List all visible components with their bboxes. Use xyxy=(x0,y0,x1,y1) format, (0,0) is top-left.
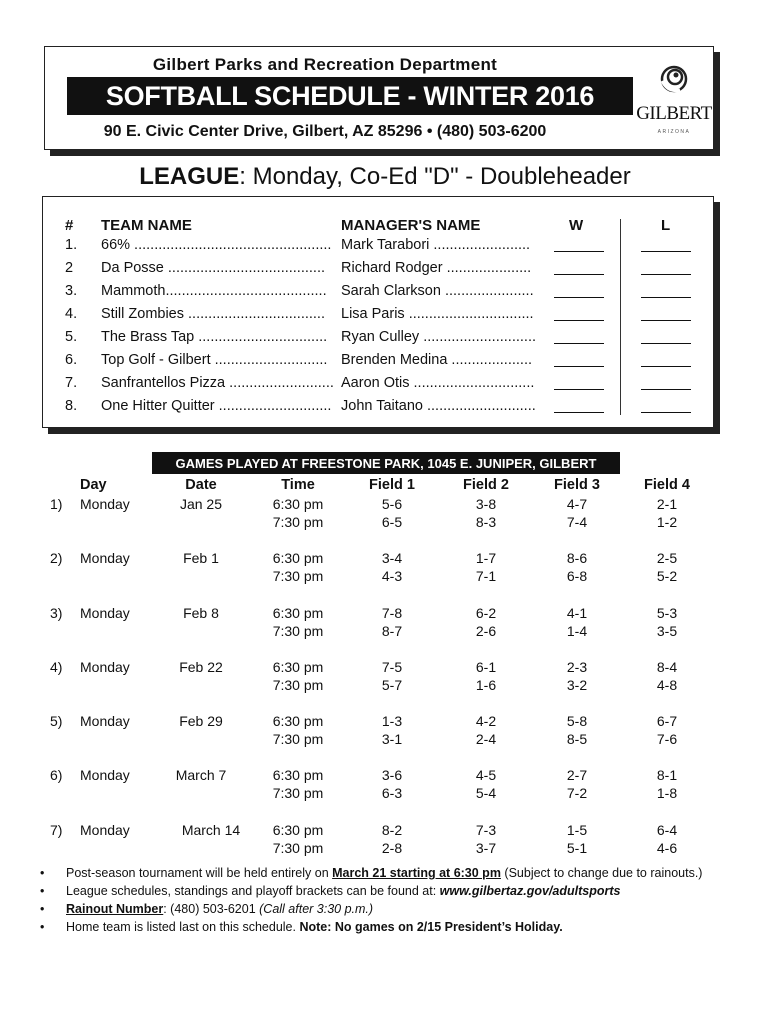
field3-game-2: 7-4 xyxy=(566,514,588,530)
notes-list xyxy=(40,864,760,936)
losses-blank xyxy=(641,306,691,321)
bullet: • xyxy=(40,884,45,898)
bullet: • xyxy=(40,902,45,916)
field2-game-1: 4-5 xyxy=(475,767,497,783)
field4-game-2: 1-2 xyxy=(656,514,678,530)
field3-game-1: 4-1 xyxy=(566,605,588,621)
field4-game-2: 4-8 xyxy=(656,677,678,693)
department-address: 90 E. Civic Center Drive, Gilbert, AZ 85296 • (480) 503-6200 xyxy=(103,123,547,140)
team-number: 1. xyxy=(65,237,78,253)
field3-game-1: 2-3 xyxy=(566,659,588,675)
col-header-field2: Field 2 xyxy=(463,477,509,493)
col-header-field1: Field 1 xyxy=(369,477,415,493)
field4-game-1: 2-5 xyxy=(656,550,678,566)
league-value: : Monday, Co-Ed "D" - Doubleheader xyxy=(239,163,631,190)
field4-game-2: 1-8 xyxy=(656,785,678,801)
logo-subtext: ARIZONA xyxy=(657,129,691,135)
note-text: : (480) 503-6201 xyxy=(163,902,260,916)
losses-blank xyxy=(641,329,691,344)
field3-game-2: 6-8 xyxy=(566,568,588,584)
game-number: 2) xyxy=(50,550,63,566)
holiday-note: Note: No games on 2/15 President’s Holiday. xyxy=(299,920,563,934)
note-text: Home team is listed last on this schedule. xyxy=(66,920,300,934)
manager-name: Aaron Otis .............................. xyxy=(341,375,535,391)
field4-game-1: 6-7 xyxy=(656,713,678,729)
field2-game-1: 7-3 xyxy=(475,822,497,838)
note-text: Post-season tournament will be held entirely on xyxy=(66,866,333,880)
game-time-1: 6:30 pm xyxy=(272,713,324,729)
field2-game-2: 2-4 xyxy=(475,731,497,747)
team-name: Top Golf - Gilbert ............................ xyxy=(101,352,328,368)
game-number: 3) xyxy=(50,605,63,621)
game-time-2: 7:30 pm xyxy=(272,785,324,801)
game-time-2: 7:30 pm xyxy=(272,623,324,639)
field1-game-1: 1-3 xyxy=(381,713,403,729)
field3-game-1: 5-8 xyxy=(566,713,588,729)
game-date: March 14 xyxy=(181,822,241,838)
field4-game-1: 8-1 xyxy=(656,767,678,783)
field1-game-2: 5-7 xyxy=(381,677,403,693)
game-date: Feb 29 xyxy=(179,713,223,729)
field1-game-2: 2-8 xyxy=(381,840,403,856)
game-day: Monday xyxy=(80,659,130,675)
losses-blank xyxy=(641,283,691,298)
team-row xyxy=(43,352,715,375)
game-number: 4) xyxy=(50,659,63,675)
wins-blank xyxy=(554,283,604,298)
col-header-field3: Field 3 xyxy=(554,477,600,493)
team-row xyxy=(43,283,715,306)
team-name: The Brass Tap ................................ xyxy=(101,329,328,345)
team-row xyxy=(43,260,715,283)
game-row xyxy=(0,712,770,752)
note-item xyxy=(40,918,760,936)
game-time-1: 6:30 pm xyxy=(272,550,324,566)
department-name: Gilbert Parks and Recreation Department xyxy=(152,55,498,74)
field3-game-2: 5-1 xyxy=(566,840,588,856)
tournament-date: March 21 starting at 6:30 pm xyxy=(332,866,501,880)
logo-swirl-icon xyxy=(635,57,713,101)
logo-text: GILBERT xyxy=(636,103,712,124)
league-label: LEAGUE xyxy=(139,163,240,190)
manager-name: John Taitano ........................... xyxy=(341,398,536,414)
header-box xyxy=(44,46,714,150)
team-row xyxy=(43,329,715,352)
col-header-team: TEAM NAME xyxy=(101,217,192,234)
team-name: Mammoth........................................ xyxy=(101,283,327,299)
col-header-date: Date xyxy=(185,477,217,493)
game-number: 6) xyxy=(50,767,63,783)
manager-name: Richard Rodger ..................... xyxy=(341,260,532,276)
field2-game-1: 4-2 xyxy=(475,713,497,729)
field2-game-2: 5-4 xyxy=(475,785,497,801)
game-day: Monday xyxy=(80,605,130,621)
wins-blank xyxy=(554,329,604,344)
team-row xyxy=(43,306,715,329)
game-time-2: 7:30 pm xyxy=(272,568,324,584)
manager-name: Brenden Medina .................... xyxy=(341,352,533,368)
field1-game-1: 5-6 xyxy=(381,496,403,512)
game-day: Monday xyxy=(80,550,130,566)
field2-game-2: 7-1 xyxy=(475,568,497,584)
field1-game-2: 6-5 xyxy=(381,514,403,530)
note-item xyxy=(40,900,760,918)
field4-game-1: 5-3 xyxy=(656,605,678,621)
field1-game-2: 8-7 xyxy=(381,623,403,639)
field3-game-1: 2-7 xyxy=(566,767,588,783)
game-day: Monday xyxy=(80,767,130,783)
game-time-2: 7:30 pm xyxy=(272,840,324,856)
field2-game-2: 8-3 xyxy=(475,514,497,530)
game-day: Monday xyxy=(80,713,130,729)
team-row xyxy=(43,398,715,421)
game-time-2: 7:30 pm xyxy=(272,514,324,530)
col-header-losses: L xyxy=(661,217,671,234)
league-line xyxy=(0,163,770,191)
losses-blank xyxy=(641,352,691,367)
losses-blank xyxy=(641,375,691,390)
losses-blank xyxy=(641,237,691,252)
field3-game-2: 3-2 xyxy=(566,677,588,693)
losses-blank xyxy=(641,398,691,413)
field3-game-1: 4-7 xyxy=(566,496,588,512)
field2-game-2: 3-7 xyxy=(475,840,497,856)
team-number: 8. xyxy=(65,398,78,414)
field2-game-1: 1-7 xyxy=(475,550,497,566)
field1-game-1: 8-2 xyxy=(381,822,403,838)
team-name: Still Zombies .................................. xyxy=(101,306,325,322)
col-header-day: Day xyxy=(80,477,107,493)
schedule-title: SOFTBALL SCHEDULE - WINTER 2016 xyxy=(67,77,633,115)
losses-blank xyxy=(641,260,691,275)
game-date: Feb 8 xyxy=(183,605,219,621)
manager-name: Ryan Culley ............................ xyxy=(341,329,536,345)
team-name: One Hitter Quitter ............................ xyxy=(101,398,332,414)
bullet: • xyxy=(40,920,45,934)
game-date: Feb 22 xyxy=(179,659,223,675)
website-link[interactable]: www.gilbertaz.gov/adultsports xyxy=(439,884,621,898)
wins-blank xyxy=(554,398,604,413)
team-number: 4. xyxy=(65,306,78,322)
game-row xyxy=(0,549,770,589)
team-number: 7. xyxy=(65,375,78,391)
manager-name: Sarah Clarkson ...................... xyxy=(341,283,534,299)
game-day: Monday xyxy=(80,496,130,512)
field1-game-2: 4-3 xyxy=(381,568,403,584)
wins-blank xyxy=(554,306,604,321)
note-text: (Subject to change due to rainouts.) xyxy=(500,866,703,880)
team-row xyxy=(43,375,715,398)
game-time-1: 6:30 pm xyxy=(272,767,324,783)
game-time-2: 7:30 pm xyxy=(272,677,324,693)
field2-game-1: 6-2 xyxy=(475,605,497,621)
games-location-banner: GAMES PLAYED AT FREESTONE PARK, 1045 E. JUNIPER, GILBERT xyxy=(152,452,620,474)
field3-game-1: 1-5 xyxy=(566,822,588,838)
team-name: Da Posse ....................................... xyxy=(101,260,326,276)
note-italic: (Call after 3:30 p.m.) xyxy=(259,902,374,916)
bullet: • xyxy=(40,866,45,880)
game-date: March 7 xyxy=(175,767,227,783)
field4-game-2: 7-6 xyxy=(656,731,678,747)
game-time-1: 6:30 pm xyxy=(272,822,324,838)
note-text: League schedules, standings and playoff brackets can be found at: xyxy=(66,884,440,898)
wins-blank xyxy=(554,237,604,252)
game-number: 5) xyxy=(50,713,63,729)
manager-name: Mark Tarabori ........................ xyxy=(341,237,531,253)
field4-game-2: 4-6 xyxy=(656,840,678,856)
field3-game-1: 8-6 xyxy=(566,550,588,566)
col-header-time: Time xyxy=(281,477,315,493)
game-row xyxy=(0,821,770,861)
game-time-1: 6:30 pm xyxy=(272,605,324,621)
field4-game-1: 8-4 xyxy=(656,659,678,675)
field1-game-2: 6-3 xyxy=(381,785,403,801)
note-item xyxy=(40,882,760,900)
field4-game-2: 5-2 xyxy=(656,568,678,584)
game-row xyxy=(0,495,770,535)
manager-name: Lisa Paris ............................... xyxy=(341,306,534,322)
game-date: Jan 25 xyxy=(179,496,223,512)
team-number: 6. xyxy=(65,352,78,368)
field4-game-1: 2-1 xyxy=(656,496,678,512)
gilbert-logo xyxy=(635,57,713,143)
team-row xyxy=(43,237,715,260)
team-name: Sanfrantellos Pizza .......................... xyxy=(101,375,334,391)
field2-game-1: 6-1 xyxy=(475,659,497,675)
field3-game-2: 7-2 xyxy=(566,785,588,801)
game-time-1: 6:30 pm xyxy=(272,496,324,512)
game-number: 1) xyxy=(50,496,63,512)
game-row xyxy=(0,766,770,806)
teams-box xyxy=(42,196,714,428)
field1-game-1: 3-6 xyxy=(381,767,403,783)
field2-game-2: 2-6 xyxy=(475,623,497,639)
field4-game-2: 3-5 xyxy=(656,623,678,639)
field1-game-1: 7-5 xyxy=(381,659,403,675)
field1-game-2: 3-1 xyxy=(381,731,403,747)
field3-game-2: 8-5 xyxy=(566,731,588,747)
team-number: 2 xyxy=(65,260,74,276)
team-number: 5. xyxy=(65,329,78,345)
team-number: 3. xyxy=(65,283,78,299)
game-row xyxy=(0,658,770,698)
field2-game-2: 1-6 xyxy=(475,677,497,693)
col-header-field4: Field 4 xyxy=(644,477,690,493)
game-day: Monday xyxy=(80,822,130,838)
wins-blank xyxy=(554,260,604,275)
col-header-number: # xyxy=(65,217,74,234)
col-header-manager: MANAGER'S NAME xyxy=(341,217,481,234)
field1-game-1: 3-4 xyxy=(381,550,403,566)
field2-game-1: 3-8 xyxy=(475,496,497,512)
game-time-1: 6:30 pm xyxy=(272,659,324,675)
wins-blank xyxy=(554,352,604,367)
game-time-2: 7:30 pm xyxy=(272,731,324,747)
game-date: Feb 1 xyxy=(183,550,219,566)
rainout-label: Rainout Number xyxy=(66,902,164,916)
field3-game-2: 1-4 xyxy=(566,623,588,639)
field1-game-1: 7-8 xyxy=(381,605,403,621)
note-item xyxy=(40,864,760,882)
wins-blank xyxy=(554,375,604,390)
field4-game-1: 6-4 xyxy=(656,822,678,838)
game-number: 7) xyxy=(50,822,63,838)
col-header-wins: W xyxy=(569,217,584,234)
game-row xyxy=(0,604,770,644)
team-name: 66% ................................................. xyxy=(101,237,332,253)
